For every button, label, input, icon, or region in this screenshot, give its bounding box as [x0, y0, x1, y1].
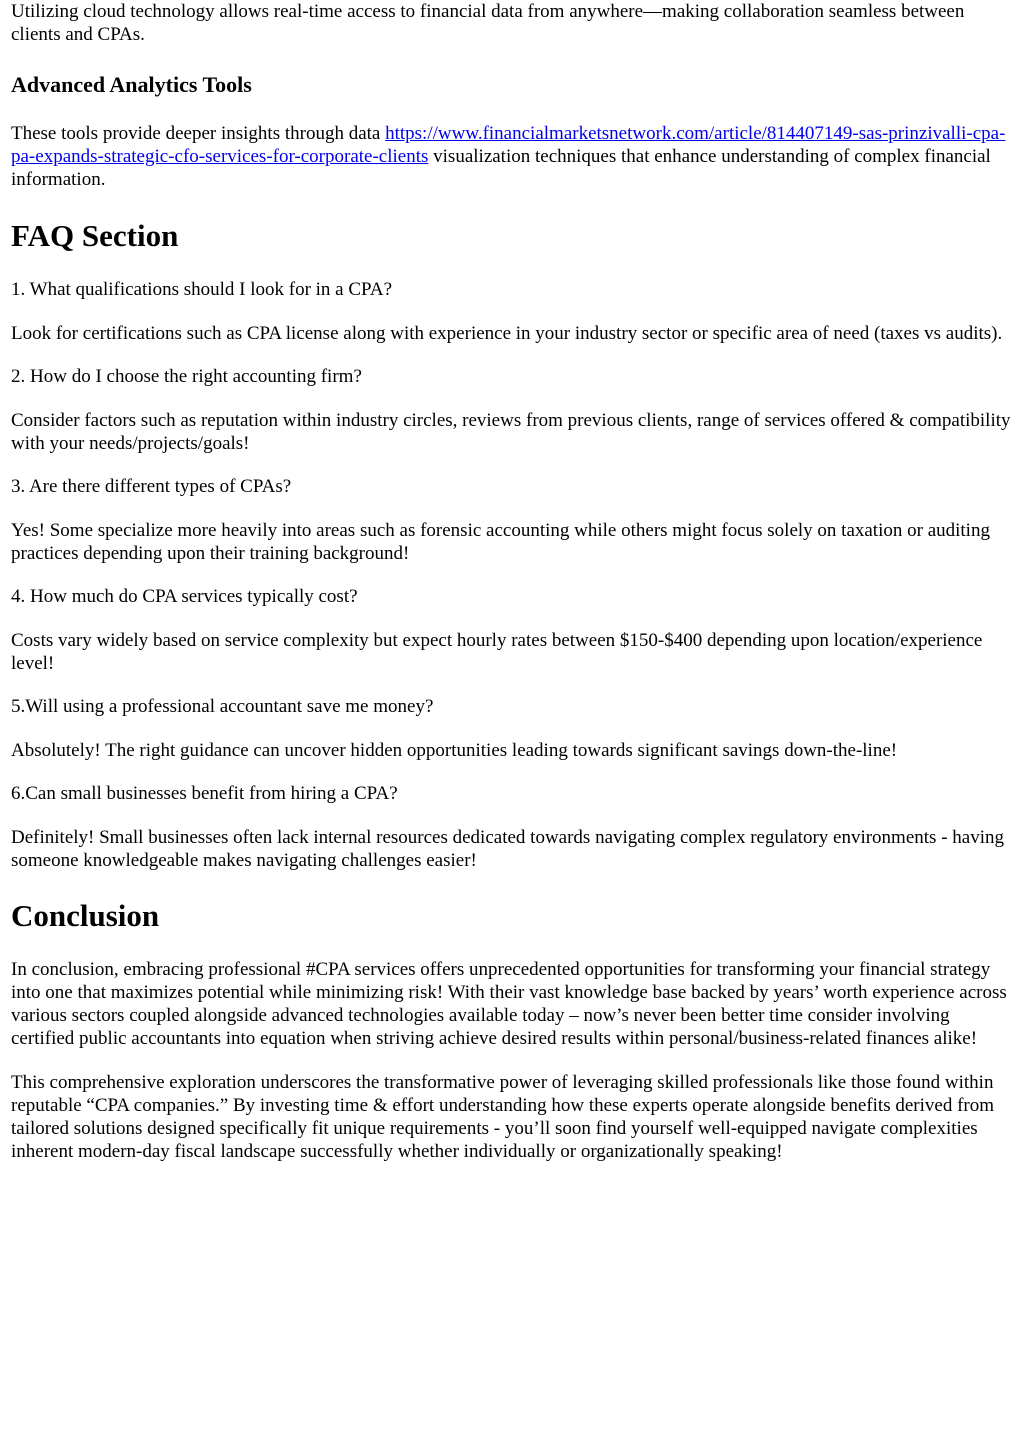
faq-answer-3: Yes! Some specialize more heavily into areas such as forensic accounting while others might focus solely on taxation or auditing practices depending upon their training background! [11, 520, 990, 564]
faq-question-4: 4. How much do CPA services typically cost? [11, 586, 358, 607]
faq-answer-2: Consider factors such as reputation within industry circles, reviews from previous clients, range of services offered & compatibility with your needs/projects/goals! [11, 410, 1011, 454]
conclusion-paragraph-1: In conclusion, embracing professional #CPA services offers unprecedented opportunities for transforming your financial strategy into one that maximizes potential while minimizing risk! With their vast knowledge base backed by years’ worth experience across various sectors coupled alongside advanced technologies available today – now’s never been better time consider involving certified public accountants into equation when striving achieve desired results within personal/business-related finances alike! [11, 959, 1007, 1049]
conclusion-paragraph-2: This comprehensive exploration underscores the transformative power of leveraging skilled professionals like those found within reputable “CPA companies.” By investing time & effort understanding how these experts operate alongside benefits derived from tailored solutions designed specifically fit unique requirements - you’ll soon find yourself well-equipped navigate complexities inherent modern-day fiscal landscape successfully whether individually or organizationally speaking! [11, 1072, 994, 1162]
analytics-text-after: visualization techniques that enhance understanding of complex financial information. [11, 146, 991, 190]
faq-heading: FAQ Section [11, 218, 179, 253]
faq-question-2: 2. How do I choose the right accounting firm? [11, 366, 362, 387]
faq-answer-1: Look for certifications such as CPA license along with experience in your industry sector or specific area of need (taxes vs audits). [11, 323, 1003, 344]
faq-answer-4: Costs vary widely based on service complexity but expect hourly rates between $150-$400 depending upon location/experience level! [11, 630, 983, 674]
faq-answer-5: Absolutely! The right guidance can uncover hidden opportunities leading towards significant savings down-the-line! [11, 740, 898, 761]
intro-paragraph: Utilizing cloud technology allows real-time access to financial data from anywhere—making collaboration seamless between clients and CPAs. [11, 1, 965, 45]
faq-question-6: 6.Can small businesses benefit from hiring a CPA? [11, 783, 398, 804]
faq-answer-6: Definitely! Small businesses often lack internal resources dedicated towards navigating complex regulatory environments - having someone knowledgeable makes navigating challenges easier! [11, 827, 1004, 871]
conclusion-heading: Conclusion [11, 898, 160, 933]
analytics-text-before: These tools provide deeper insights through data [11, 123, 386, 144]
analytics-paragraph [11, 122, 1015, 191]
article-link[interactable]: https://www.financialmarketsnetwork.com/article/814407149-sas-prinzivalli-cpa-pa-expands-strategic-cfo-services-for-corporate-clients [11, 123, 1006, 167]
faq-question-3: 3. Are there different types of CPAs? [11, 476, 292, 497]
analytics-heading: Advanced Analytics Tools [11, 72, 252, 97]
faq-question-5: 5.Will using a professional accountant save me money? [11, 696, 434, 717]
faq-question-1: 1. What qualifications should I look for in a CPA? [11, 279, 393, 300]
